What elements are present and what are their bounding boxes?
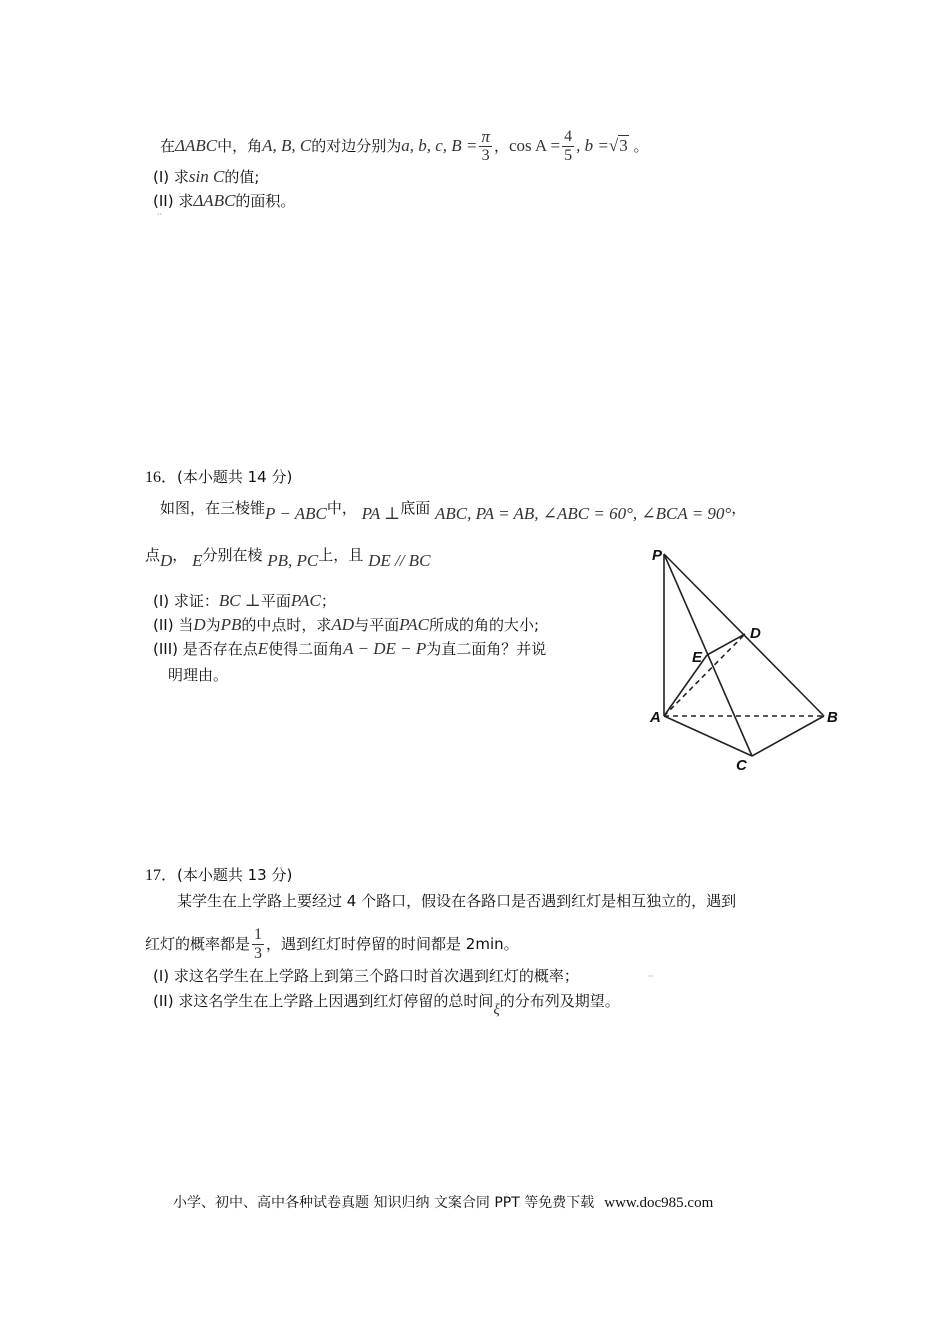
fraction-4-over-5: $\frac{4}{5}$ [564,128,573,164]
cos-a: cos A = [508,136,561,155]
q16-part-1: (I) 求证：BC ⊥平面PAC； [153,591,336,610]
vertex-label-a: A [650,709,661,726]
q17-part-1: (I) 求这名学生在上学路上到第三个路口时首次遇到红灯的概率； [153,967,579,985]
triangle-abc: ΔABC [175,136,218,155]
q16-line-2: 点D， E分别在棱 PB, PC上，且 DE // BC [145,546,431,570]
vertex-label-p: P [652,547,663,564]
q17-header: 17．(本小题共 13 分) [145,866,293,884]
q17-line-1: 某学生在上学路上要经过 4 个路口，假设在各路口是否遇到红灯是相互独立的，遇到 [177,892,737,910]
vertex-label-d: D [750,625,761,642]
edge-bc [752,716,824,756]
edge-ac [664,716,752,756]
sqrt-3: √3 [608,136,628,155]
q15-statement: 在ΔABC中，角A, B, C的对边分别为a, b, c, B = $\frac{\pi}{3}$ ，cos A = $\frac{4}{5}$ , b =√3 。 [160,127,649,164]
sides-abc: a, b, c, B = [401,136,478,155]
stray-mark: ·· [648,972,654,981]
q16-part-2: (II) 当D为PB的中点时，求AD与平面PAC所成的角的大小; [153,615,540,634]
footer-text: 小学、初中、高中各种试卷真题 知识归纳 文案合同 PPT 等免费下载 [173,1195,595,1211]
q16-part-3: (III) 是否存在点E使得二面角A − DE − P为直二面角？并说 [153,639,547,658]
q15-part-2: (II) 求ΔABC的面积。 [153,191,296,210]
vertex-label-e: E [692,649,703,666]
fraction-pi-over-3: $\frac{\pi}{3}$ [481,127,490,164]
q17-part-2: (II) 求这名学生在上学路上因遇到红灯停留的总时间ξ的分布列及期望。 [153,992,620,1018]
q16-line-1: 如图，在三棱锥P − ABC中， PA ⊥底面 ABC, PA = AB, ∠ABC = 60°, ∠BCA = 90°， [160,499,747,523]
footer [173,1192,713,1212]
q15-part-1: (I) 求sin C的值; [153,167,260,186]
stray-mark: ·· [157,210,163,219]
tetrahedron-figure [640,540,850,775]
edge-de [707,634,745,655]
q17-line-2: 红灯的概率都是 $\frac{1}{3}$ ，遇到红灯时停留的时间都是 2min。 [145,926,519,962]
q16-part-3-continued: 明理由。 [168,666,229,684]
angles-abc: A, B, C [262,136,312,155]
q16-header: 16．(本小题共 14 分) [145,468,293,486]
fraction-1-over-3: $\frac{1}{3}$ [254,926,263,962]
vertex-label-b: B [827,709,838,726]
vertex-label-c: C [736,757,747,774]
footer-url[interactable]: www.doc985.com [604,1195,714,1211]
